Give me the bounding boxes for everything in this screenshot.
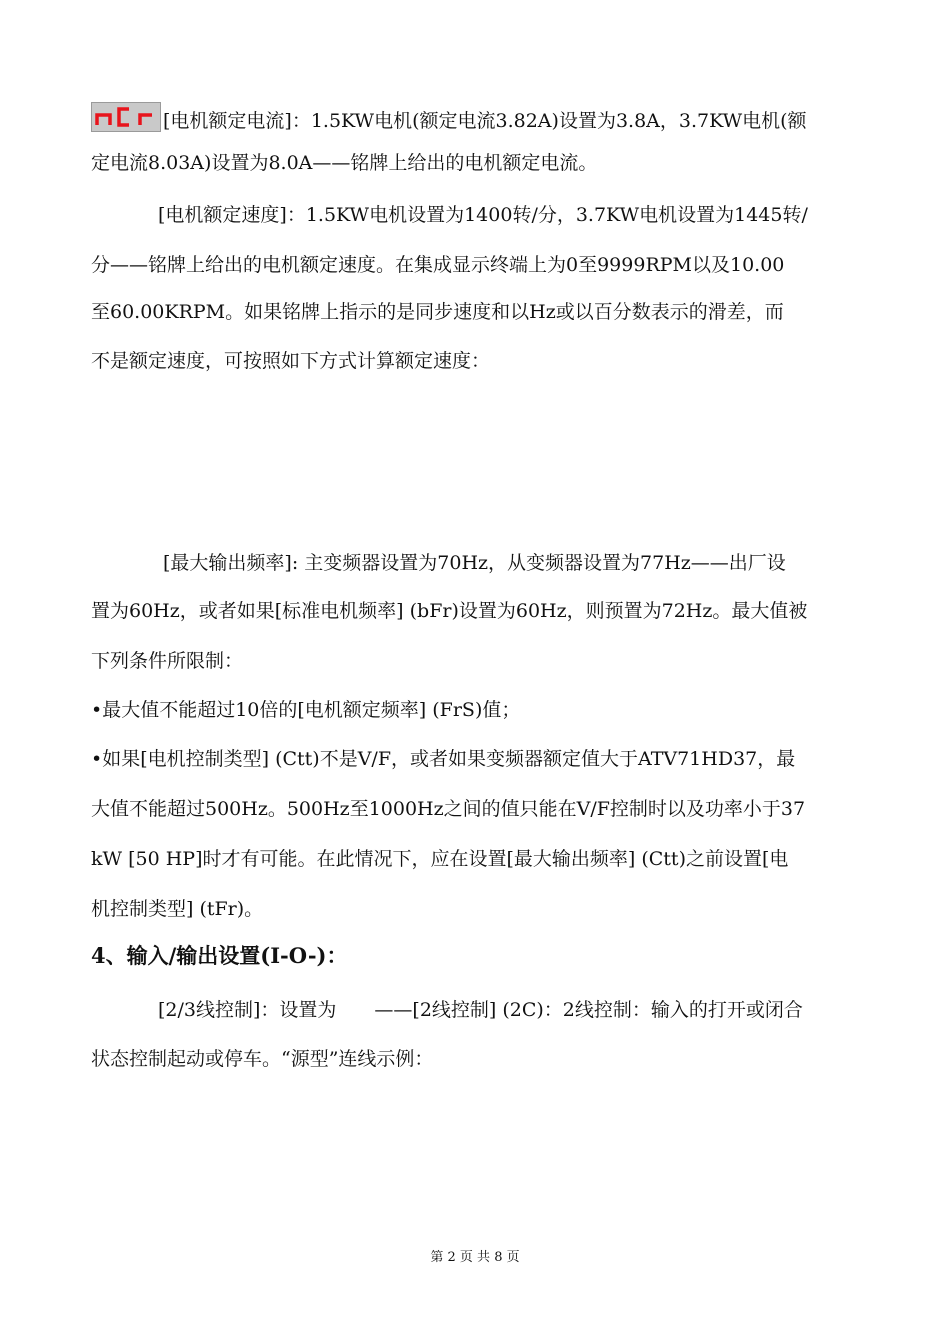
para-motor-speed-line-4: 不是额定速度，可按照如下方式计算额定速度： bbox=[91, 350, 491, 372]
para-max-frequency-line-1: [最大输出频率]: 主变频器设置为70Hz，从变频器设置为77Hz——出厂设 bbox=[163, 552, 786, 574]
para-motor-current-line-1 bbox=[91, 102, 807, 133]
para-motor-speed-line-2: 分——铭牌上给出的电机额定速度。在集成显示终端上为0至9999RPM以及10.00 bbox=[91, 254, 785, 276]
bullet-control-type-line-1: •如果[电机控制类型] (Ctt)不是V/F，或者如果变频器额定值大于ATV71HD37，最 bbox=[91, 748, 796, 770]
bullet-control-type-line-4: 机控制类型] (tFr)。 bbox=[91, 898, 264, 920]
section-heading-io-settings: 4、输入/输出设置(I-O-)： bbox=[91, 943, 348, 968]
para-max-frequency-line-3: 下列条件所限制： bbox=[91, 650, 244, 672]
para-motor-speed-line-1: [电机额定速度]：1.5KW电机设置为1400转/分，3.7KW电机设置为1445转/ bbox=[158, 204, 808, 226]
para-motor-current-line-2: 定电流8.03A)设置为8.0A——铭牌上给出的电机额定电流。 bbox=[91, 152, 598, 174]
page-number-footer: 第 2 页 共 8 页 bbox=[430, 1250, 520, 1265]
para-motor-speed-line-3: 至60.00KRPM。如果铭牌上指示的是同步速度和以Hz或以百分数表示的滑差，而 bbox=[91, 301, 784, 323]
bullet-control-type-line-2: 大值不能超过500Hz。500Hz至1000Hz之间的值只能在V/F控制时以及功率小于37 bbox=[91, 798, 806, 820]
bullet-max-limit: •最大值不能超过10倍的[电机额定频率] (FrS)值； bbox=[91, 699, 521, 721]
para-max-frequency-line-2: 置为60Hz，或者如果[标准电机频率] (bFr)设置为60Hz，则预置为72Hz。最大值被 bbox=[91, 600, 808, 622]
para-wire-control-line-1: [2/3线控制]：设置为 ——[2线控制] (2C)：2线控制：输入的打开或闭合 bbox=[158, 999, 803, 1021]
para-motor-current-text-1: [电机额定电流]：1.5KW电机(额定电流3.82A)设置为3.8A，3.7KW电机(额 bbox=[163, 110, 807, 132]
para-wire-control-line-2: 状态控制起动或停车。“源型”连线示例： bbox=[91, 1048, 434, 1070]
bullet-control-type-line-3: kW [50 HP]时才有可能。在此情况下，应在设置[最大输出频率] (Ctt)之前设置[电 bbox=[91, 848, 789, 870]
lcd-parameter-code-icon bbox=[91, 102, 161, 132]
